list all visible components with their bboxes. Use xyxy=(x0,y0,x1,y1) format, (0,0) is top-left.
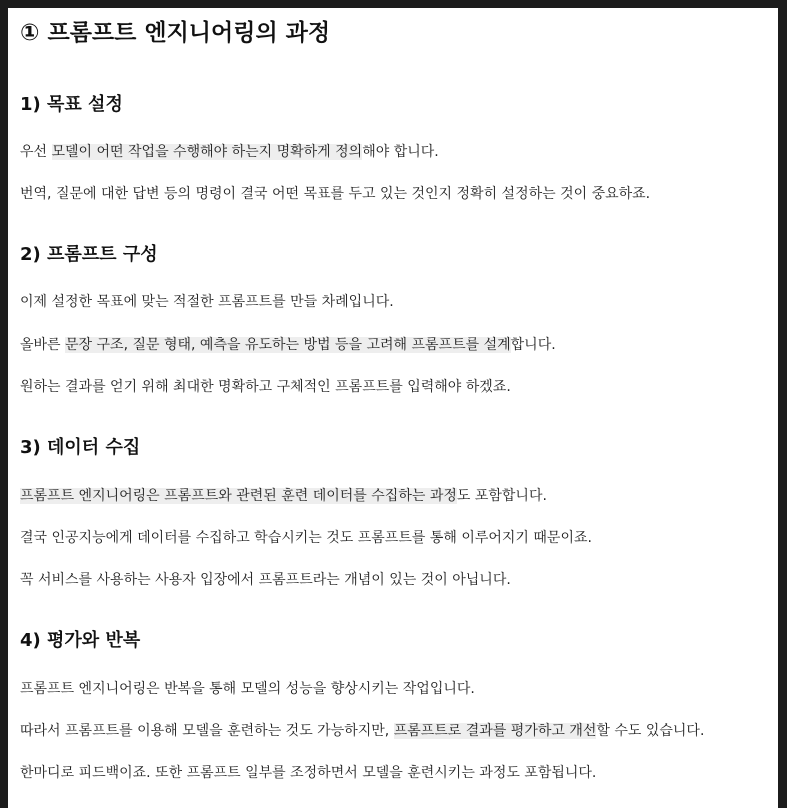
paragraph-line xyxy=(20,292,394,312)
paragraph-line xyxy=(20,377,511,397)
text-run: 이제 설정한 목표에 맞는 적절한 프롬프트를 만들 차례입니다. xyxy=(20,294,394,310)
text-run: 올바른 xyxy=(20,337,66,353)
highlighted-text: 모델이 어떤 작업을 수행해야 하는지 명확하게 정의 xyxy=(51,144,363,160)
text-run: 원하는 결과를 얻기 위해 최대한 명확하고 구체적인 프롬프트를 입력해야 하겠죠. xyxy=(20,379,511,395)
paragraph-line xyxy=(20,335,556,355)
text-run: 프롬프트 엔지니어링은 반복을 통해 모델의 성능을 향상시키는 작업입니다. xyxy=(20,681,475,697)
paragraph-line xyxy=(20,184,650,204)
text-run: 번역, 질문에 대한 답변 등의 명령이 결국 어떤 목표를 두고 있는 것인지 정확히 설정하는 것이 중요하죠. xyxy=(20,186,651,202)
document-page xyxy=(8,8,778,808)
highlighted-text: 문장 구조, 질문 형태, 예측을 유도하는 방법 등을 고려해 프롬프트를 설계 xyxy=(65,337,511,353)
section-heading-evaluation: 4) 평가와 반복 xyxy=(20,630,141,651)
text-run: 합니다. xyxy=(510,337,556,353)
paragraph-line xyxy=(20,142,439,162)
section-heading-data-collection: 3) 데이터 수집 xyxy=(20,437,141,458)
text-run: 따라서 프롬프트를 이용해 모델을 훈련하는 것도 가능하지만, xyxy=(20,723,394,739)
section-heading-prompt-composition: 2) 프롬프트 구성 xyxy=(20,244,158,265)
text-run: 도 포함합니다. xyxy=(456,488,547,504)
paragraph-line xyxy=(20,570,511,590)
paragraph-line xyxy=(20,721,704,741)
text-run: 우선 xyxy=(20,144,52,160)
highlighted-text: 프롬프트 엔지니어링은 프롬프트와 관련된 훈련 데이터를 수집하는 과정 xyxy=(20,488,457,504)
text-run: 결국 인공지능에게 데이터를 수집하고 학습시키는 것도 프롬프트를 통해 이루어지기 때문이죠. xyxy=(20,530,592,546)
paragraph-line xyxy=(20,486,547,506)
paragraph-line xyxy=(20,763,596,783)
paragraph-line xyxy=(20,679,475,699)
text-run: 한마디로 피드백이죠. 또한 프롬프트 일부를 조정하면서 모델을 훈련시키는 과정도 포함됩니다. xyxy=(20,765,597,781)
text-run: 할 수도 있습니다. xyxy=(596,723,705,739)
text-run: 해야 합니다. xyxy=(362,144,439,160)
highlighted-text: 프롬프트로 결과를 평가하고 개선 xyxy=(393,723,597,739)
text-run: 꼭 서비스를 사용하는 사용자 입장에서 프롬프트라는 개념이 있는 것이 아닙니다. xyxy=(20,572,511,588)
section-heading-goal: 1) 목표 설정 xyxy=(20,94,123,115)
page-title: ① 프롬프트 엔지니어링의 과정 xyxy=(20,20,331,46)
paragraph-line xyxy=(20,528,592,548)
